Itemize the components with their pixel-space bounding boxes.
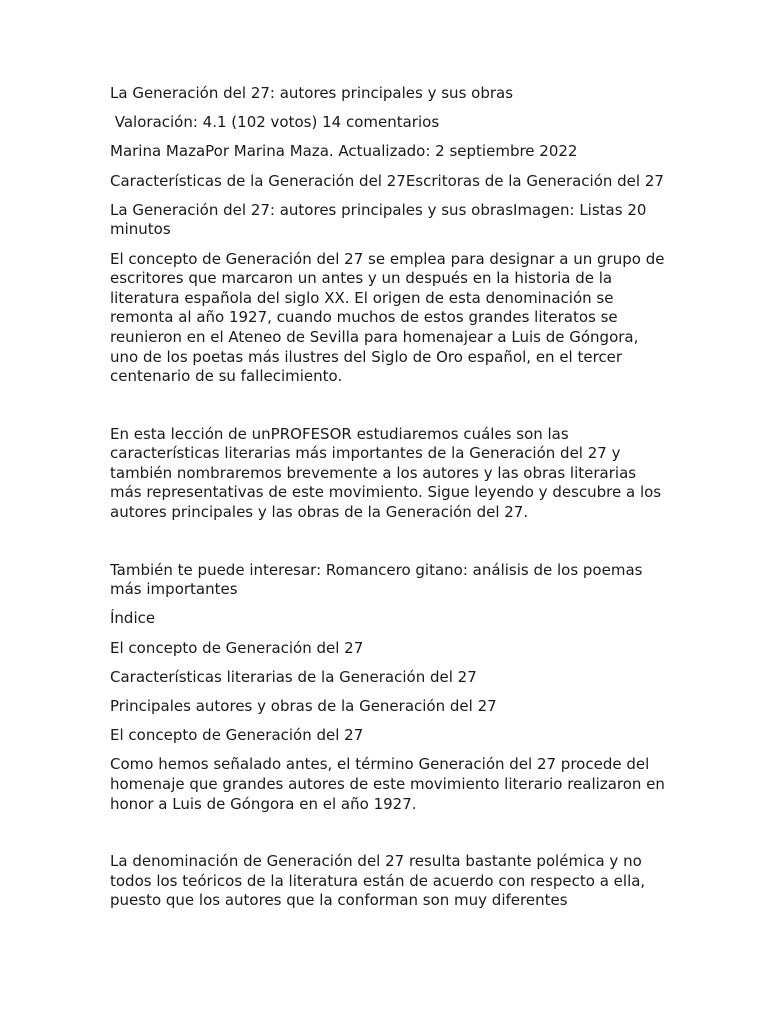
document-body — [110, 84, 666, 921]
section-paragraph: Como hemos señalado antes, el término Generación del 27 procede del homenaje que grandes autores de este movimiento literario realizaron en honor a Luis de Góngora en el año 1927. — [110, 755, 665, 813]
intro-paragraph: El concepto de Generación del 27 se emplea para designar a un grupo de escritores que marcaron un antes y un después en la historia de la literatura española del siglo XX. El origen de esta denominación se remonta al año 1927, cuando muchos de estos grandes literatos se reunieron en el Ateneo de Sevilla para homenajear a Luis de Góngora, uno de los poetas más ilustres del Siglo de Oro español, en el tercer centenario de su fallecimiento. — [110, 249, 665, 386]
related-links: Características de la Generación del 27Escritoras de la Generación del 27 — [110, 171, 664, 190]
document-title: La Generación del 27: autores principales y sus obras — [110, 84, 514, 102]
also-interesting-note: También te puede interesar: Romancero gitano: análisis de los poemas más importantes — [110, 560, 643, 599]
section-heading: El concepto de Generación del 27 — [110, 726, 364, 745]
byline: Marina MazaPor Marina Maza. Actualizado: 2 septiembre 2022 — [110, 142, 578, 161]
index-item: Características literarias de la Generación del 27 — [110, 667, 477, 686]
rating-line: Valoración: 4.1 (102 votos) 14 comentarios — [110, 113, 440, 132]
lesson-paragraph: En esta lección de unPROFESOR estudiaremos cuáles son las características literarias más importantes de la Generación del 27 y también nombraremos brevemente a los autores y las obras literarias más representativas de este movimiento. Sigue leyendo y descubre a los autores principales y las obras de la Generación del 27. — [110, 424, 662, 522]
index-item: Principales autores y obras de la Generación del 27 — [110, 697, 497, 715]
index-item: El concepto de Generación del 27 — [110, 638, 364, 657]
index-heading: Índice — [110, 609, 156, 628]
section-paragraph: La denominación de Generación del 27 resulta bastante polémica y no todos los teóricos de la literatura están de acuerdo con respecto a ella, puesto que los autores que la conforman son muy diferentes — [110, 852, 646, 910]
image-caption: La Generación del 27: autores principales y sus obrasImagen: Listas 20 minutos — [110, 200, 647, 239]
